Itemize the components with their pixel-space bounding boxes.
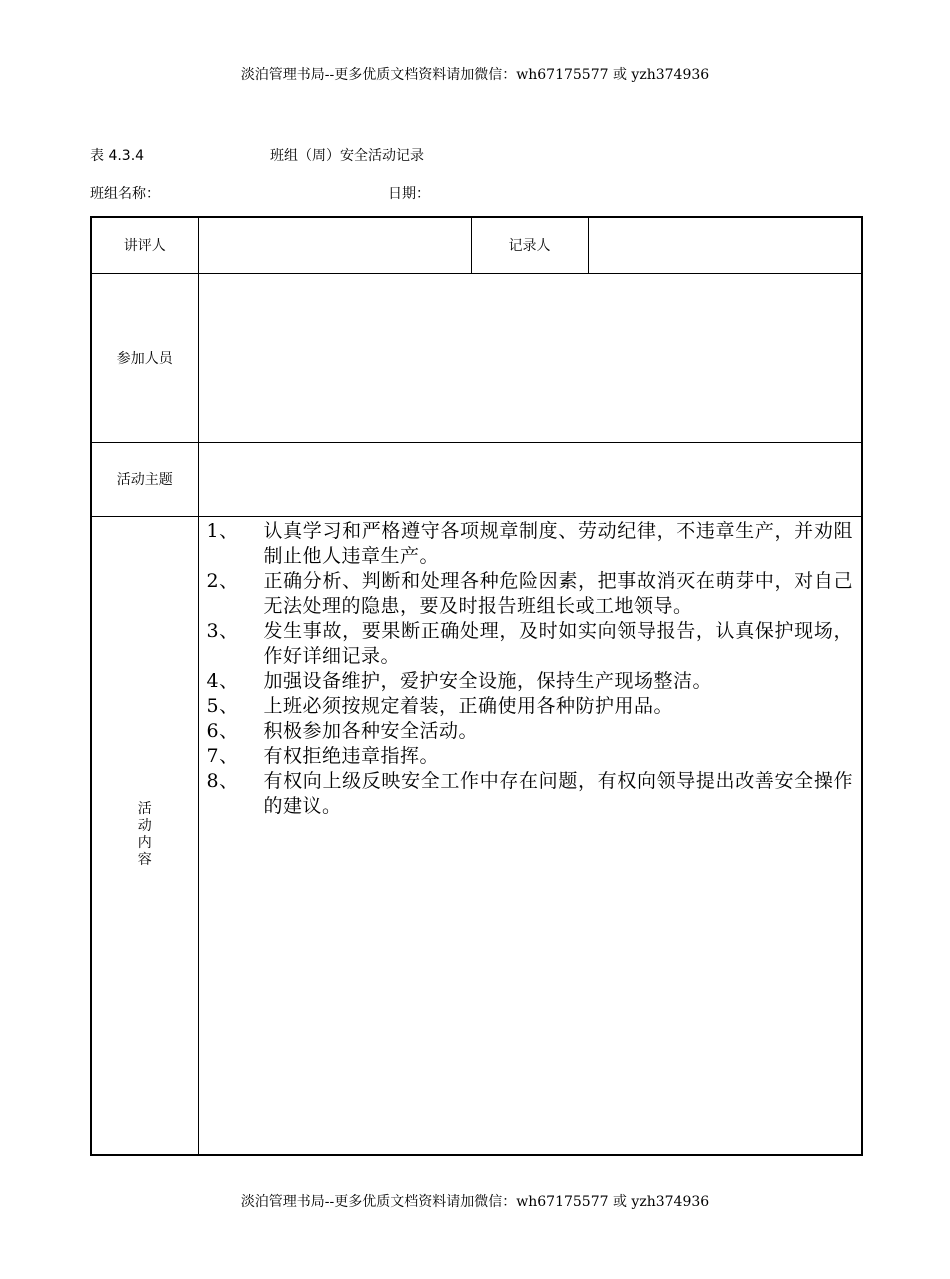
- list-item: [207, 744, 854, 769]
- date-label: 日期：: [388, 186, 430, 202]
- footer-note: 淡泊管理书局--更多优质文档资料请加微信：wh67175577 或 yzh374936: [240, 1194, 710, 1210]
- list-item: [207, 519, 854, 569]
- rule-number: 3、: [206, 619, 239, 642]
- content-label: 活动内容: [137, 801, 152, 869]
- table-row: [91, 217, 862, 273]
- rule-number: 5、: [206, 694, 239, 717]
- rule-number: 8、: [206, 769, 239, 792]
- content-label-cell: [91, 516, 198, 1155]
- list-item: [207, 719, 854, 744]
- recorder-field[interactable]: [588, 217, 862, 273]
- rule-number: 7、: [206, 744, 239, 767]
- list-item: [207, 569, 854, 619]
- rule-text: 加强设备维护，爱护安全设施，保持生产现场整洁。: [263, 669, 713, 692]
- list-item: [207, 619, 854, 669]
- rule-number: 1、: [206, 519, 239, 542]
- rule-text: 发生事故，要果断正确处理，及时如实向领导报告，认真保护现场，作好详细记录。: [263, 619, 853, 667]
- content-field[interactable]: [198, 516, 862, 1155]
- list-item: [207, 669, 854, 694]
- rule-number: 4、: [206, 669, 239, 692]
- activity-record-table: [90, 216, 863, 1156]
- participants-field[interactable]: [198, 273, 862, 442]
- list-item: [207, 694, 854, 719]
- list-item: [207, 769, 854, 819]
- header-note: 淡泊管理书局--更多优质文档资料请加微信：wh67175577 或 yzh374936: [240, 67, 710, 83]
- reviewer-label: 讲评人: [91, 217, 198, 273]
- rule-text: 认真学习和严格遵守各项规章制度、劳动纪律，不违章生产，并劝阻制止他人违章生产。: [263, 519, 853, 567]
- rule-text: 有权向上级反映安全工作中存在问题，有权向领导提出改善安全操作的建议。: [263, 769, 853, 817]
- team-name-label: 班组名称：: [90, 186, 160, 202]
- recorder-label: 记录人: [471, 217, 588, 273]
- theme-field[interactable]: [198, 442, 862, 516]
- rule-number: 6、: [206, 719, 239, 742]
- rules-list: [207, 519, 854, 819]
- table-title: 班组（周）安全活动记录: [270, 148, 424, 164]
- table-row: [91, 516, 862, 1155]
- rule-number: 2、: [206, 569, 239, 592]
- rule-text: 积极参加各种安全活动。: [263, 719, 479, 742]
- participants-label: 参加人员: [91, 273, 198, 442]
- rule-text: 正确分析、判断和处理各种危险因素，把事故消灭在萌芽中，对自己无法处理的隐患，要及时报告班组长或工地领导。: [263, 569, 853, 617]
- table-row: [91, 273, 862, 442]
- rule-text: 上班必须按规定着装，正确使用各种防护用品。: [263, 694, 674, 717]
- table-row: [91, 442, 862, 516]
- theme-label: 活动主题: [91, 442, 198, 516]
- table-number: 表 4.3.4: [90, 148, 145, 164]
- rule-text: 有权拒绝违章指挥。: [263, 744, 440, 767]
- reviewer-field[interactable]: [198, 217, 471, 273]
